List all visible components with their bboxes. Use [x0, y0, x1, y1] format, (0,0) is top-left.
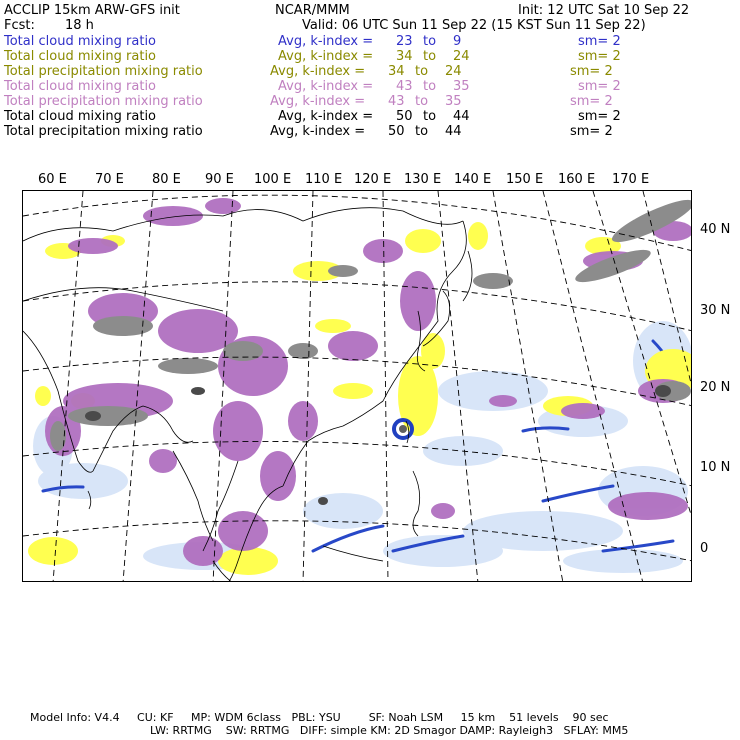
lon-label: 140 E [454, 172, 492, 187]
legend-k-end: 44 [453, 109, 470, 124]
fcst-label: Fcst: [4, 18, 35, 33]
lat-label: 10 N [700, 460, 731, 475]
lat-label: 40 N [700, 222, 731, 237]
fcst-value: 18 h [65, 18, 94, 33]
lat-label: 20 N [700, 380, 731, 395]
lon-label: 100 E [254, 172, 292, 187]
lon-label: 70 E [95, 172, 124, 187]
legend-avg-label: Avg, k-index = [270, 64, 366, 79]
legend-smoothing: sm= 2 [570, 124, 613, 139]
legend-smoothing: sm= 2 [570, 64, 613, 79]
legend-avg-label: Avg, k-index = [278, 34, 374, 49]
legend-field: Total cloud mixing ratio [4, 34, 157, 49]
legend-k-end: 9 [453, 34, 462, 49]
legend-k-start: 34 [396, 49, 413, 64]
init-time: Init: 12 UTC Sat 10 Sep 22 [518, 3, 690, 18]
legend-avg-label: Avg, k-index = [270, 94, 366, 109]
legend-k-end: 35 [453, 79, 470, 94]
lon-label: 160 E [558, 172, 596, 187]
legend-avg-label: Avg, k-index = [278, 79, 374, 94]
lon-label: 60 E [38, 172, 67, 187]
legend-to: to [423, 79, 437, 94]
legend-k-end: 35 [445, 94, 462, 109]
legend-field: Total precipitation mixing ratio [4, 94, 203, 109]
physics-info: LW: RRTMG SW: RRTMG DIFF: simple KM: 2D Smagor DAMP: Rayleigh3 SFLAY: MM5 [150, 724, 629, 737]
forecast-map [22, 190, 692, 582]
lon-label: 80 E [152, 172, 181, 187]
lon-label: 150 E [506, 172, 544, 187]
model-info: Model Info: V4.4 CU: KF MP: WDM 6class PBL: YSU SF: Noah LSM 15 km 51 levels 90 sec [30, 711, 609, 724]
legend-k-start: 43 [388, 94, 405, 109]
legend-k-start: 23 [396, 34, 413, 49]
legend-field: Total cloud mixing ratio [4, 49, 157, 64]
legend-to: to [415, 124, 429, 139]
legend-smoothing: sm= 2 [578, 34, 621, 49]
legend-field: Total cloud mixing ratio [4, 79, 157, 94]
legend-k-end: 24 [445, 64, 462, 79]
legend-avg-label: Avg, k-index = [270, 124, 366, 139]
legend-avg-label: Avg, k-index = [278, 49, 374, 64]
lat-label: 30 N [700, 303, 731, 318]
lon-label: 120 E [354, 172, 392, 187]
legend-k-start: 50 [396, 109, 413, 124]
legend-to: to [415, 64, 429, 79]
legend-to: to [423, 34, 437, 49]
lon-label: 90 E [205, 172, 234, 187]
lon-label: 170 E [612, 172, 650, 187]
legend-k-end: 44 [445, 124, 462, 139]
legend-avg-label: Avg, k-index = [278, 109, 374, 124]
model-title: ACCLIP 15km ARW-GFS init [4, 3, 180, 18]
legend-to: to [415, 94, 429, 109]
lon-label: 130 E [404, 172, 442, 187]
legend-smoothing: sm= 2 [578, 79, 621, 94]
legend-smoothing: sm= 2 [578, 49, 621, 64]
legend-k-start: 50 [388, 124, 405, 139]
legend-to: to [423, 49, 437, 64]
legend-field: Total precipitation mixing ratio [4, 124, 203, 139]
legend-field: Total precipitation mixing ratio [4, 64, 203, 79]
legend-k-start: 43 [396, 79, 413, 94]
org-label: NCAR/MMM [275, 3, 350, 18]
map-canvas [23, 191, 692, 582]
valid-time: Valid: 06 UTC Sun 11 Sep 22 (15 KST Sun 11 Sep 22) [302, 18, 646, 33]
legend-smoothing: sm= 2 [570, 94, 613, 109]
legend-smoothing: sm= 2 [578, 109, 621, 124]
legend-to: to [423, 109, 437, 124]
legend-k-start: 34 [388, 64, 405, 79]
lat-label: 0 [700, 541, 709, 556]
legend-k-end: 24 [453, 49, 470, 64]
legend-field: Total cloud mixing ratio [4, 109, 157, 124]
lon-label: 110 E [305, 172, 343, 187]
